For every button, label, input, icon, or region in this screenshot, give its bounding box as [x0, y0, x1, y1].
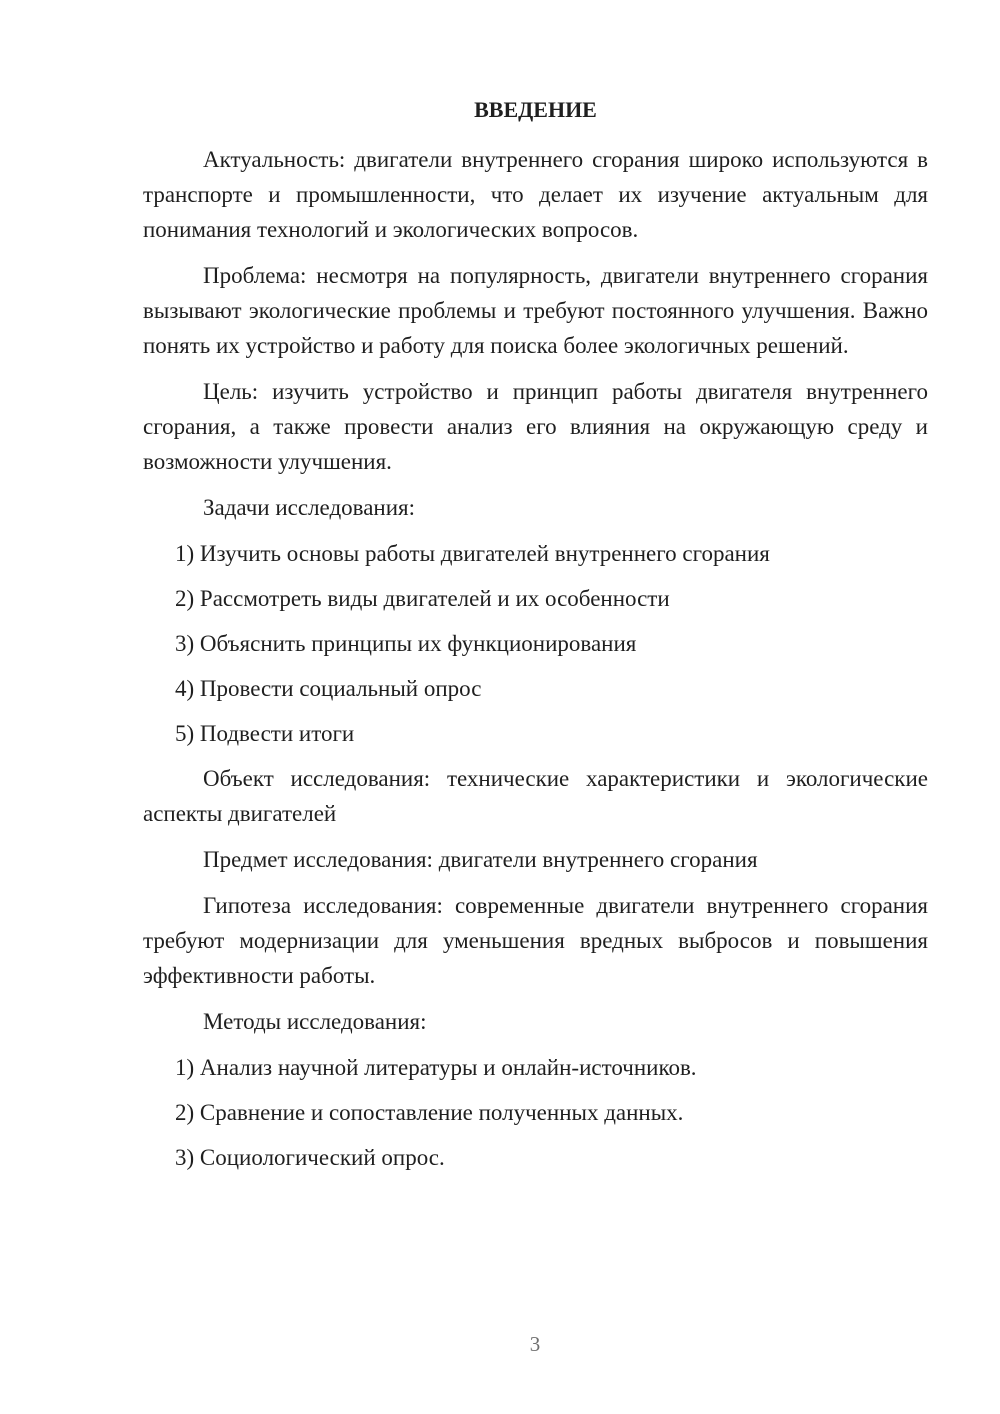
page-title: ВВЕДЕНИЕ — [474, 97, 597, 122]
subject-paragraph: Предмет исследования: двигатели внутреннего сгорания — [203, 847, 758, 872]
methods-heading: Методы исследования: — [203, 1009, 427, 1034]
task-item: 4) Провести социальный опрос — [175, 676, 482, 701]
relevance-paragraph: Актуальность: двигатели внутреннего сгорания широко используются в транспорте и промышленности, что делает их изучение актуальным для понимания технологий и экологических вопросов. — [143, 147, 928, 242]
hypothesis-paragraph: Гипотеза исследования: современные двигатели внутреннего сгорания требуют модернизации для уменьшения вредных выбросов и повышения эффективности работы. — [143, 893, 928, 988]
task-item: 5) Подвести итоги — [175, 721, 355, 746]
page-content — [143, 94, 928, 1185]
problem-paragraph: Проблема: несмотря на популярность, двигатели внутреннего сгорания вызывают экологические проблемы и требуют постоянного улучшения. Важно понять их устройство и работу для поиска более экологичных решений. — [143, 263, 928, 358]
object-paragraph: Объект исследования: технические характеристики и экологические аспекты двигателей — [143, 766, 928, 826]
goal-paragraph: Цель: изучить устройство и принцип работы двигателя внутреннего сгорания, а также провести анализ его влияния на окружающую среду и возможности улучшения. — [143, 379, 928, 474]
task-item: 1) Изучить основы работы двигателей внутреннего сгорания — [175, 541, 770, 566]
method-item: 1) Анализ научной литературы и онлайн-источников. — [175, 1055, 697, 1080]
method-item: 2) Сравнение и сопоставление полученных данных. — [175, 1100, 684, 1125]
task-item: 2) Рассмотреть виды двигателей и их особенности — [175, 586, 670, 611]
method-item: 3) Социологический опрос. — [175, 1145, 445, 1170]
page-number: 3 — [529, 1332, 541, 1356]
task-item: 3) Объяснить принципы их функционирования — [175, 631, 637, 656]
tasks-heading: Задачи исследования: — [203, 495, 416, 520]
